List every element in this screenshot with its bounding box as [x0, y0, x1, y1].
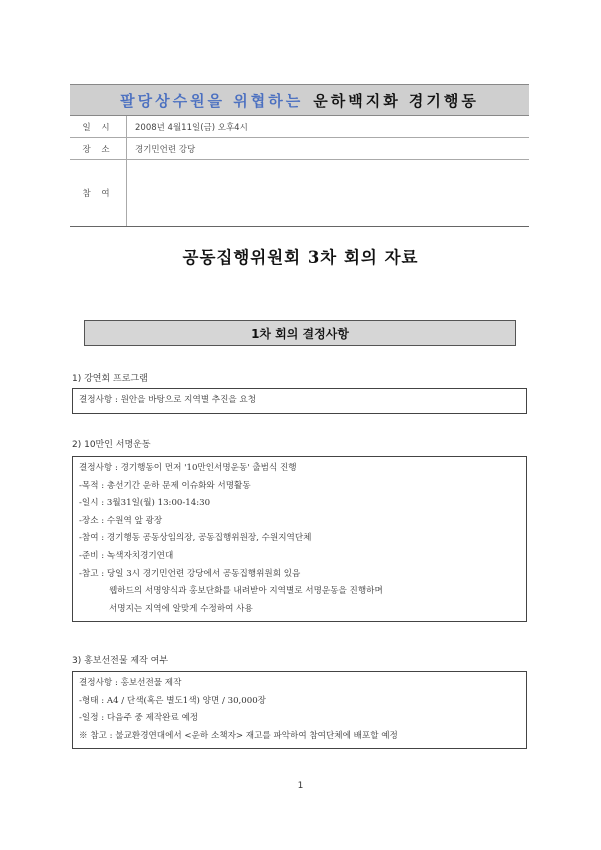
date-value: 2008년 4월11일(금) 오후4시	[127, 116, 530, 138]
decision-box	[72, 456, 527, 622]
page-number: 1	[297, 781, 304, 791]
section-heading: 2) 10만인 서명운동	[72, 440, 151, 450]
section-heading: 1) 강연회 프로그램	[72, 374, 148, 384]
header-banner	[70, 84, 529, 116]
decision-box	[72, 388, 527, 414]
place-value: 경기민언련 강당	[127, 138, 530, 160]
section-title: 1차 회의 결정사항	[251, 326, 349, 341]
attend-value	[127, 160, 530, 227]
box-line: ※ 참고 : 불교환경연대에서 <운하 소책자> 재고를 파악하여 참여단체에 배포할 예정	[79, 730, 398, 741]
box-line: 결정사항 : 홍보선전물 제작	[79, 678, 182, 688]
box-line: -형태 : A4 / 단색(혹은 별도1색) 양면 / 30,000장	[79, 695, 266, 706]
box-line: -목적 : 총선기간 운하 문제 이슈화와 서명활동	[79, 480, 251, 491]
document-title: 공동집행위원회 3차 회의 자료	[182, 248, 419, 267]
box-line: 결정사항 : 원안을 바탕으로 지역별 추진을 요청	[79, 395, 257, 405]
attend-label: 참 여	[70, 160, 127, 227]
place-label: 장 소	[70, 138, 127, 160]
date-label: 일 시	[70, 116, 127, 138]
section-heading: 3) 홍보선전물 제작 여부	[72, 656, 169, 666]
box-line: 결정사항 : 경기행동이 먼저 '10만인서명운동' 출범식 진행	[79, 463, 297, 473]
box-line: -일시 : 3월31일(월) 13:00-14:30	[79, 498, 211, 509]
box-line: 웹하드의 서명양식과 홍보단화를 내려받아 지역별로 서명운동을 진행하며	[109, 586, 383, 597]
header-title-blue: 팔당상수원을 위협하는	[120, 91, 304, 110]
box-line: -장소 : 수원역 앞 광장	[79, 515, 163, 526]
section-title-bar	[84, 320, 516, 346]
header-title-black: 운하백지화 경기행동	[313, 91, 479, 110]
box-line: -준비 : 녹색자치경기연대	[79, 550, 174, 561]
decision-box	[72, 671, 527, 749]
box-line: -참고 : 당일 3시 경기민언련 강당에서 공동집행위원회 있음	[79, 568, 301, 579]
box-line: 서명지는 지역에 알맞게 수정하여 사용	[109, 603, 253, 614]
meeting-info-table	[70, 116, 529, 227]
box-line: -일정 : 다음주 중 제작완료 예정	[79, 713, 199, 724]
box-line: -참여 : 경기행동 공동상임의장, 공동집행위원장, 수원지역단체	[79, 533, 312, 544]
